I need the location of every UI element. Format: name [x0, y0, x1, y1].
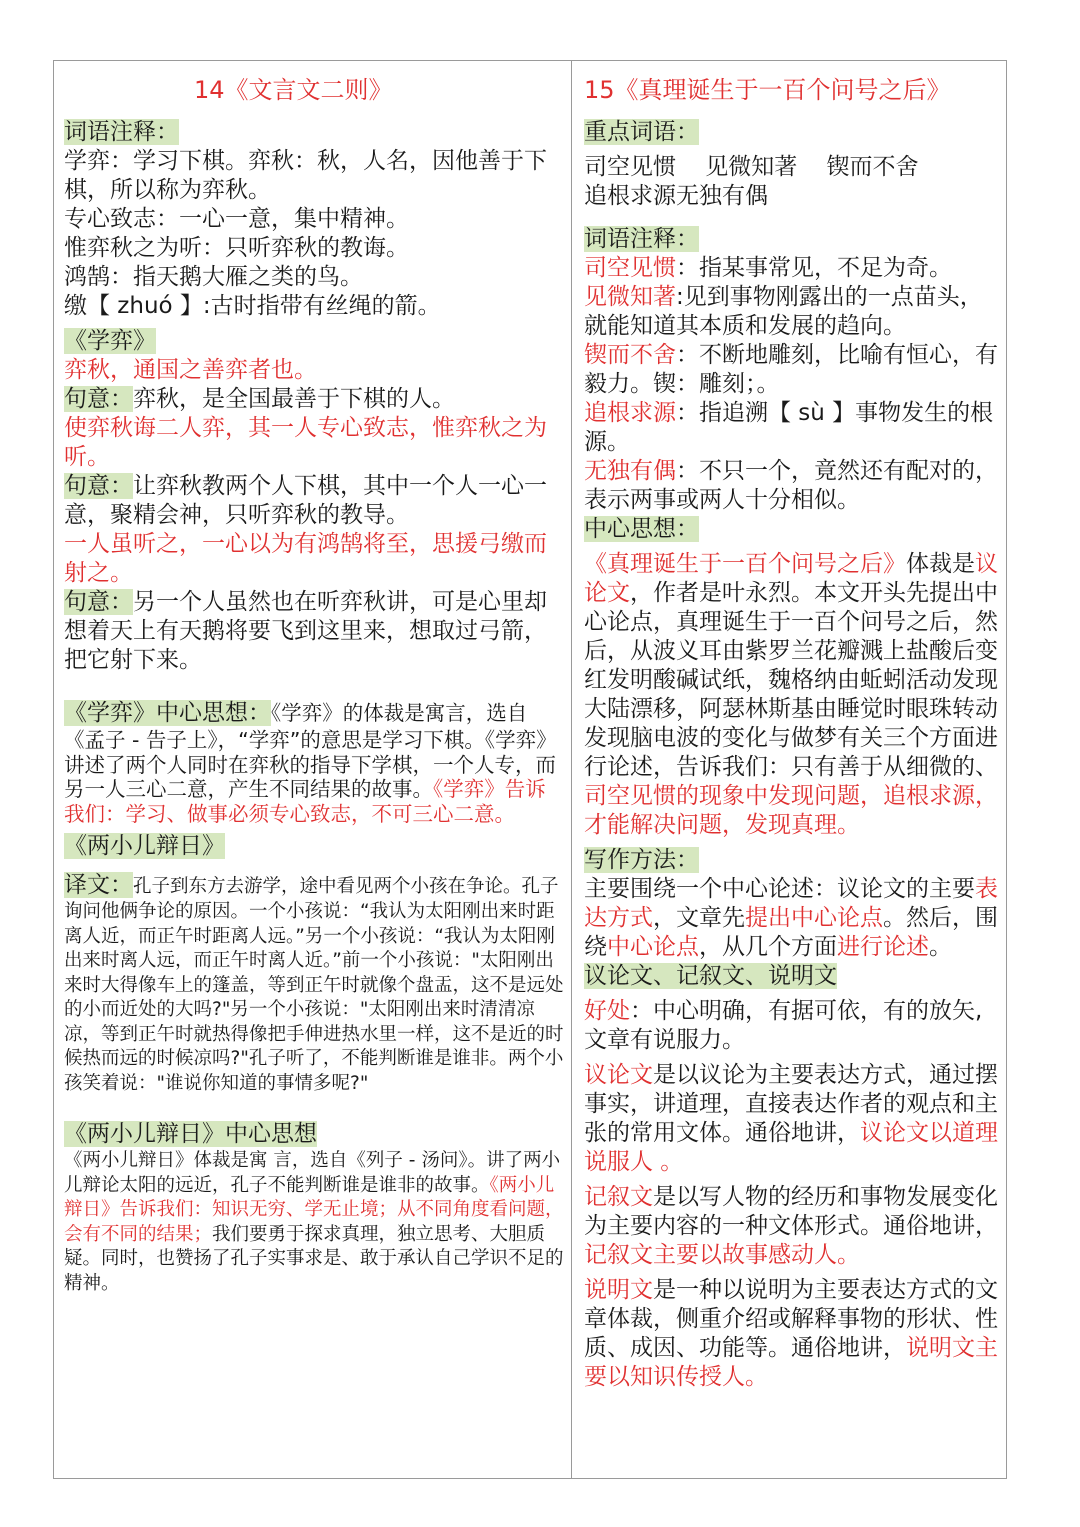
- genre-narrative: 记叙文是以写人物的经历和事物发展变化为主要内容的一种文体形式。通俗地讲，记叙文主要以故事感动人。: [584, 1184, 998, 1268]
- vocab-word: 追根求源: [584, 400, 676, 426]
- liangxiaoer-heading: 《两小儿辩日》: [64, 833, 225, 859]
- left-vocab-section: [64, 118, 564, 321]
- sentence-meaning: 另一个人虽然也在听弈秋讲，可是心里却想着天上有天鹅将要飞到这里来，想取过弓箭，把它射下来。: [64, 589, 547, 673]
- genre-expository: 说明文是一种以说明为主要表达方式的文章体裁，侧重介绍或解释事物的形状、性质、成因、功能等。通俗地讲，说明文主要以知识传授人。: [584, 1277, 998, 1390]
- lesson-15-title: 15《真理诞生于一百个问号之后》: [584, 76, 951, 104]
- liangxiaoer-center-section: [64, 1149, 564, 1296]
- writing-text: 主要围绕一个中心论述：议论文的主要表达方式，文章先提出中心论点。然后，围绕中心论点，从几个方面进行论述。: [584, 876, 998, 960]
- vocab-entry: 学弈：学习下棋。弈秋：秋，人名，因他善于下棋，所以称为弈秋。: [64, 148, 547, 203]
- xueyi-section: [64, 327, 564, 675]
- translation-label: 译文：: [64, 872, 133, 898]
- left-column: [64, 60, 564, 1296]
- liangxiaoer-center-text: 《两小儿辩日》体裁是寓 言，选自《列子 - 汤问》。讲了两小儿辩论太阳的远近，孔子不能判断谁是谁非的故事。: [64, 1150, 561, 1196]
- liangxiaoer-heading-row: [64, 832, 564, 861]
- meaning-label: 句意：: [64, 386, 133, 412]
- vocab-word: 见微知著: [584, 284, 676, 310]
- classical-sentence: 弈秋，通国之善弈者也。: [64, 357, 317, 383]
- vocab-definition: ：不断地雕刻，比喻有恒心，有毅力。锲：雕刻；。: [584, 342, 998, 397]
- center-heading: 中心思想：: [584, 516, 699, 542]
- vocab-word: 司空见惯: [584, 255, 676, 281]
- right-vocab-section: [584, 225, 1000, 1392]
- column-divider: [571, 60, 572, 1479]
- xueyi-center-red: 《学弈》告诉我们：学习、做事必须专心致志，不可三心二意。: [64, 777, 546, 826]
- xueyi-center-heading: 《学弈》中心思想：: [64, 700, 271, 726]
- key-words-heading: 重点词语：: [584, 119, 699, 145]
- right-vocab-heading: 词语注释：: [584, 226, 699, 252]
- liangxiaoer-section: [64, 871, 564, 1096]
- key-words-section: [584, 118, 1000, 211]
- xueyi-center-text: 《学弈》的体裁是寓言，选自《孟子 - 告子上》，“学弈”的意思是学习下棋。《学弈》讲述了两个人同时在弈秋的指导下学棋，一个人专，而另一人三心二意，产生不同结果的故事。: [64, 701, 557, 801]
- right-column: [584, 60, 1000, 1392]
- translation-text: 孔子到东方去游学，途中看见两个小孩在争论。孔子询问他俩争论的原因。一个小孩说：“我认为太阳刚出来时距离人近，而正午时距离人远。”另一个小孩说：“我认为太阳刚出来时离人远，而正午时离人近。”前一个小孩说："太阳刚出来时大得像车上的篷盖，等到正午时就像个盘盂，这不是远处的小而近处的大吗?"另一个小孩说："太阳刚出来时清清凉凉，等到正午时就热得像把手伸进热水里一样，这不是近的时候热而远的时候凉吗?"孔子听了，不能判断谁是谁非。两个小孩笑着说："谁说你知道的事情多呢?": [64, 876, 564, 1094]
- vocab-word: 锲而不舍: [584, 342, 676, 368]
- left-vocab-heading: 词语注释：: [64, 119, 179, 145]
- lesson-14-title: 14《文言文二则》: [194, 76, 393, 104]
- vocab-definition: :见到事物刚露出的一点苗头，就能知道其本质和发展的趋向。: [584, 284, 983, 339]
- genre-argumentative: 议论文是以议论为主要表达方式，通过摆事实，讲道理，直接表达作者的观点和主张的常用文体。通俗地讲，议论文以道理说服人 。: [584, 1062, 998, 1175]
- classical-sentence: 使弈秋诲二人弈，其一人专心致志，惟弈秋之为听。: [64, 415, 547, 470]
- genre-benefit: 好处：中心明确，有据可依，有的放矢,文章有说服力。: [584, 998, 983, 1053]
- liangxiaoer-center-text: 我们要勇于探求真理，独立思考、大胆质疑。同时，也赞扬了孔子实事求是、敢于承认自己学识不足的精神。: [64, 1223, 564, 1294]
- vocab-entry: 鸿鹄：指天鹅大雁之类的鸟。: [64, 264, 363, 290]
- sentence-meaning: 弈秋，是全国最善于下棋的人。: [133, 386, 455, 412]
- classical-sentence: 一人虽听之，一心以为有鸿鹄将至，思援弓缴而射之。: [64, 531, 547, 586]
- liangxiaoer-center-red: 《两小儿辩日》告诉我们：知识无穷、学无止境；从不同角度看问题，会有不同的结果；: [64, 1174, 564, 1245]
- vocab-entry: 专心致志：一心一意，集中精神。: [64, 206, 409, 232]
- meaning-label: 句意：: [64, 473, 133, 499]
- sentence-meaning: 让弈秋教两个人下棋，其中一个人一心一意，聚精会神，只听弈秋的教导。: [64, 473, 547, 528]
- xueyi-center-section: [64, 699, 564, 826]
- vocab-definition: ：不只一个，竟然还有配对的，表示两事或两人十分相似。: [584, 458, 998, 513]
- vocab-definition: ：指某事常见，不足为奇。: [676, 255, 952, 281]
- key-words-line: 司空见惯 见微知著 锲而不舍: [584, 154, 919, 180]
- genres-heading: 议论文、记叙文、说明文: [584, 963, 837, 989]
- key-words-line: 追根求源无独有偶: [584, 183, 768, 209]
- liangxiaoer-center-heading-row: [64, 1120, 564, 1149]
- xueyi-heading: 《学弈》: [64, 328, 156, 354]
- vocab-entry: 缴【 zhuó 】:古时指带有丝绳的箭。: [64, 293, 441, 319]
- meaning-label: 句意：: [64, 589, 133, 615]
- vocab-entry: 惟弈秋之为听：只听弈秋的教诲。: [64, 235, 409, 261]
- liangxiaoer-center-heading: 《两小儿辩日》中心思想: [64, 1121, 317, 1147]
- vocab-word: 无独有偶: [584, 458, 676, 484]
- writing-heading: 写作方法：: [584, 847, 699, 873]
- vocab-definition: ：指追溯【 sù 】事物发生的根源。: [584, 400, 994, 455]
- center-text: 《真理诞生于一百个问号之后》体裁是议论文，作者是叶永烈。本文开头先提出中心论点，真理诞生于一百个问号之后，然后，从波义耳由紫罗兰花瓣溅上盐酸后变红发明酸碱试纸，魏格纳由蚯蚓活动发现大陆漂移，阿瑟林斯基由睡觉时眼珠转动发现脑电波的变化与做梦有关三个方面进行论述，告诉我们：只有善于从细微的、司空见惯的现象中发现问题，追根求源，才能解决问题，发现真理。: [584, 551, 998, 838]
